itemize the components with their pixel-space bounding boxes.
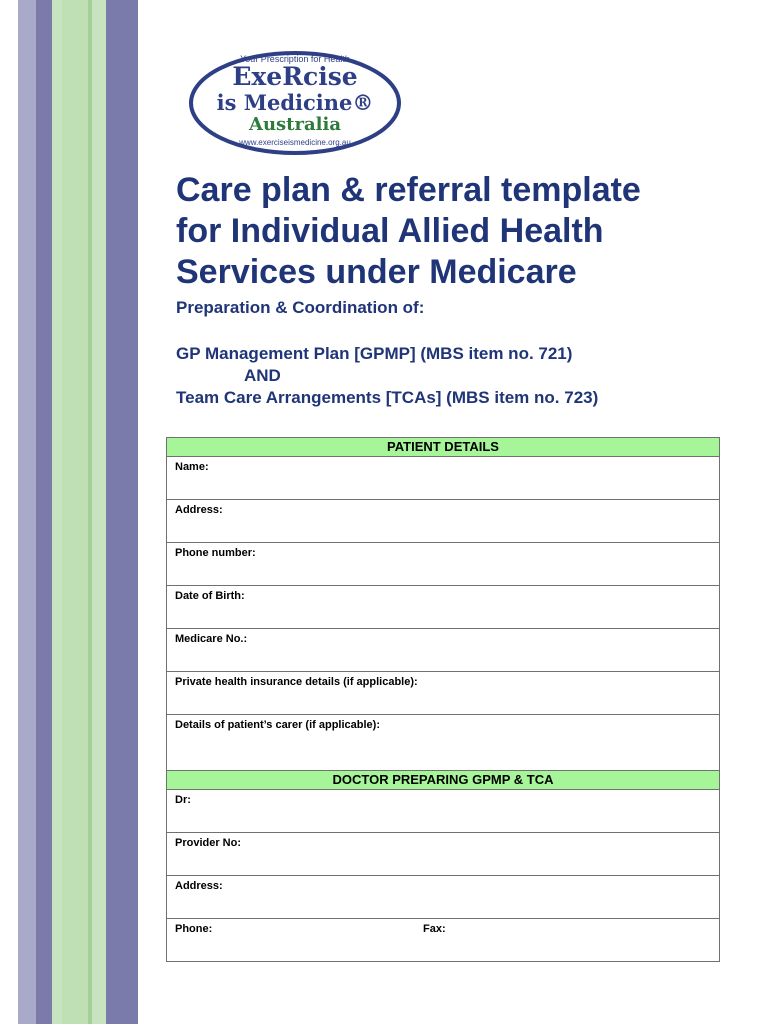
- title-line: for Individual Allied Health: [176, 212, 604, 250]
- mbs-items: [176, 343, 598, 409]
- field-label: Provider No:: [175, 837, 242, 849]
- field-label: Medicare No.:: [175, 633, 248, 645]
- care-plan-form: [166, 437, 720, 962]
- stripe: [92, 0, 106, 1024]
- provider-number-field[interactable]: [167, 833, 719, 876]
- date-of-birth-field[interactable]: [167, 586, 719, 629]
- field-label: Name:: [175, 461, 209, 473]
- logo-line3: Australia: [249, 114, 341, 135]
- and-label: AND: [244, 366, 281, 385]
- decorative-side-stripes: [0, 0, 138, 1024]
- preparation-heading: Preparation & Coordination of:: [176, 298, 425, 317]
- field-label: Address:: [175, 504, 223, 516]
- logo-tagline: Your Prescription for Health: [240, 54, 350, 64]
- logo-url: www.exerciseismedicine.org.au: [239, 138, 351, 147]
- title-line: Services under Medicare: [176, 253, 577, 291]
- logo-line2: is Medicine®: [216, 90, 374, 115]
- medicare-number-field[interactable]: [167, 629, 719, 672]
- address-field[interactable]: [167, 500, 719, 543]
- stripe: [62, 0, 88, 1024]
- name-field[interactable]: [167, 457, 719, 500]
- field-label: Date of Birth:: [175, 590, 245, 602]
- title-line: Care plan & referral template: [176, 171, 641, 209]
- field-label: Phone number:: [175, 547, 256, 559]
- stripe: [18, 0, 36, 1024]
- fax-label: Fax:: [423, 923, 446, 935]
- field-label: Details of patient’s carer (if applicable):: [175, 719, 380, 731]
- doctor-address-field[interactable]: [167, 876, 719, 919]
- field-label: Private health insurance details (if applicable):: [175, 676, 418, 688]
- doctor-name-field[interactable]: [167, 790, 719, 833]
- tca-line: Team Care Arrangements [TCAs] (MBS item no. 723): [176, 388, 599, 407]
- stripe: [106, 0, 138, 1024]
- logo-line1: ExeRcise: [232, 62, 358, 91]
- doctor-details-heading: DOCTOR PREPARING GPMP & TCA: [167, 771, 719, 790]
- stripe: [52, 0, 62, 1024]
- patient-carer-field[interactable]: [167, 715, 719, 771]
- phone-label: Phone:: [175, 923, 213, 935]
- private-health-insurance-field[interactable]: [167, 672, 719, 715]
- field-label: Address:: [175, 880, 223, 892]
- patient-details-heading: PATIENT DETAILS: [167, 438, 719, 457]
- page-title: [176, 170, 756, 293]
- exercise-is-medicine-logo: [186, 48, 404, 158]
- phone-fax-field[interactable]: [167, 919, 719, 961]
- stripe: [36, 0, 52, 1024]
- gpmp-line: GP Management Plan [GPMP] (MBS item no. 721): [176, 344, 573, 363]
- phone-number-field[interactable]: [167, 543, 719, 586]
- field-label: Dr:: [175, 794, 191, 806]
